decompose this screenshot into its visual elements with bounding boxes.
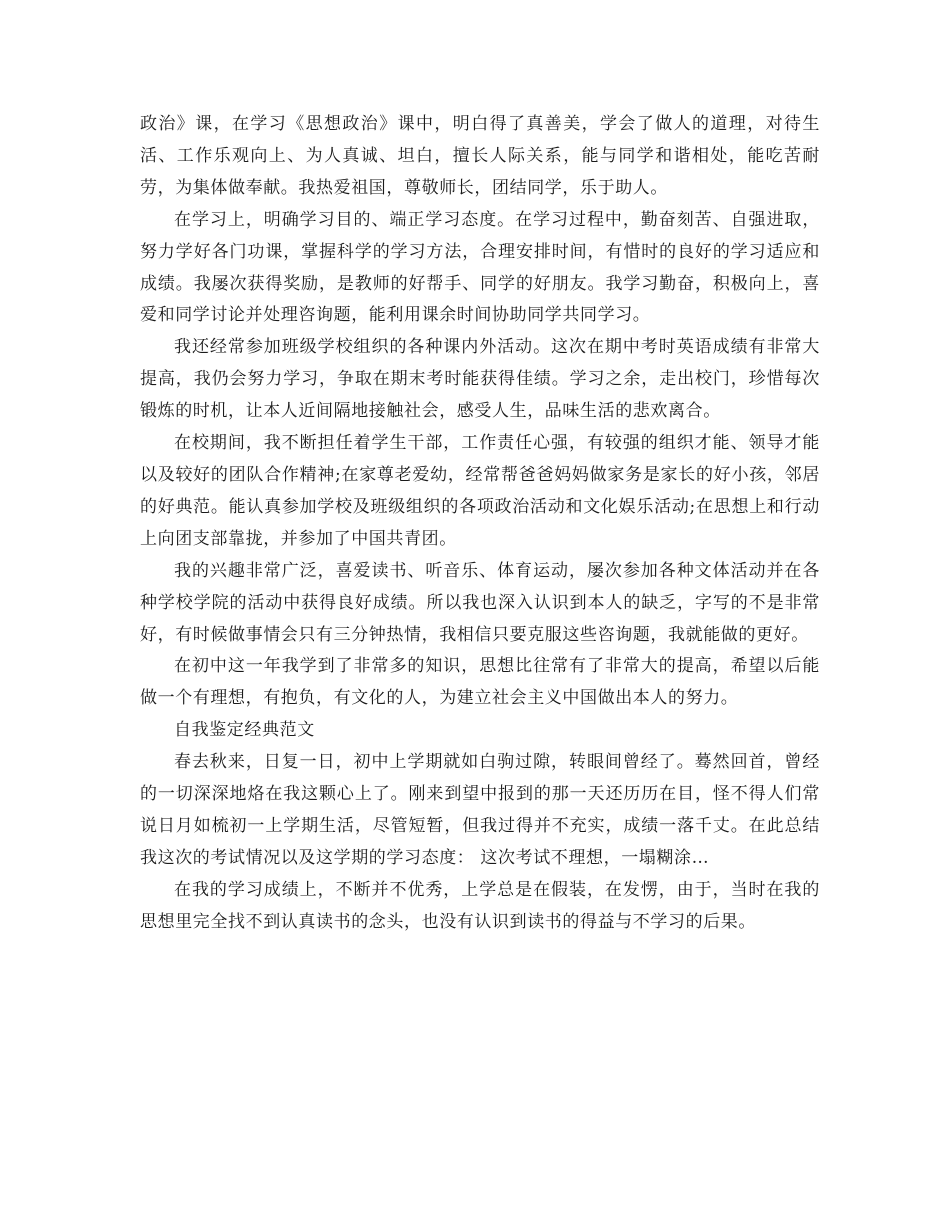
paragraph-4: 在校期间，我不断担任着学生干部，工作责任心强，有较强的组织才能、领导才能以及较好的团队合作精神;在家尊老爱幼，经常帮爸爸妈妈做家务是家长的好小孩，邻居的好典范。能认真参加学校及班级组织的各项政治活动和文化娱乐活动;在思想上和行动上向团支部靠拢，并参加了中国共青团。 bbox=[140, 433, 820, 549]
paragraph-1: 政治》课，在学习《思想政治》课中，明白得了真善美，学会了做人的道理，对待生活、工作乐观向上、为人真诚、坦白，擅长人际关系，能与同学和谐相处，能吃苦耐劳，为集体做奉献。我热爱祖国，尊敬师长，团结同学，乐于助人。 bbox=[140, 114, 820, 198]
paragraph-6: 在初中这一年我学到了非常多的知识，思想比往常有了非常大的提高，希望以后能做一个有理想，有抱负，有文化的人，为建立社会主义中国做出本人的努力。 bbox=[140, 656, 820, 709]
section-title: 自我鉴定经典范文 bbox=[174, 720, 315, 741]
paragraph-8: 在我的学习成绩上，不断并不优秀，上学总是在假装，在发愣，由于，当时在我的思想里完全找不到认真读书的念头，也没有认识到读书的得益与不学习的后果。 bbox=[140, 879, 820, 932]
paragraph-3: 我还经常参加班级学校组织的各种课内外活动。这次在期中考时英语成绩有非常大提高，我仍会努力学习，争取在期末考时能获得佳绩。学习之余，走出校门，珍惜每次锻炼的时机，让本人近间隔地接触社会，感受人生，品味生活的悲欢离合。 bbox=[140, 337, 820, 422]
paragraph-5: 我的兴趣非常广泛，喜爱读书、听音乐、体育运动，屡次参加各种文体活动并在各种学校学院的活动中获得良好成绩。所以我也深入认识到本人的缺乏，字写的不是非常好，有时候做事情会只有三分钟热情，我相信只要克服这些咨询题，我就能做的更好。 bbox=[140, 560, 820, 645]
paragraph-2: 在学习上，明确学习目的、端正学习态度。在学习过程中，勤奋刻苦、自强进取，努力学好各门功课，掌握科学的学习方法，合理安排时间，有惜时的良好的学习适应和成绩。我屡次获得奖励，是教师的好帮手、同学的好朋友。我学习勤奋，积极向上，喜爱和同学讨论并处理咨询题，能利用课余时间协助同学共同学习。 bbox=[140, 209, 820, 326]
paragraph-7: 春去秋来，日复一日，初中上学期就如白驹过隙，转眼间曾经了。蓦然回首，曾经的一切深深地烙在我这颗心上了。刚来到望中报到的那一天还历历在目，怪不得人们常说日月如梳初一上学期生活，尽管短暂，但我过得并不充实，成绩一落千丈。在此总结我这次的考试情况以及这学期的学习态度： 这次考试不理想，一塌糊涂… bbox=[140, 752, 820, 868]
